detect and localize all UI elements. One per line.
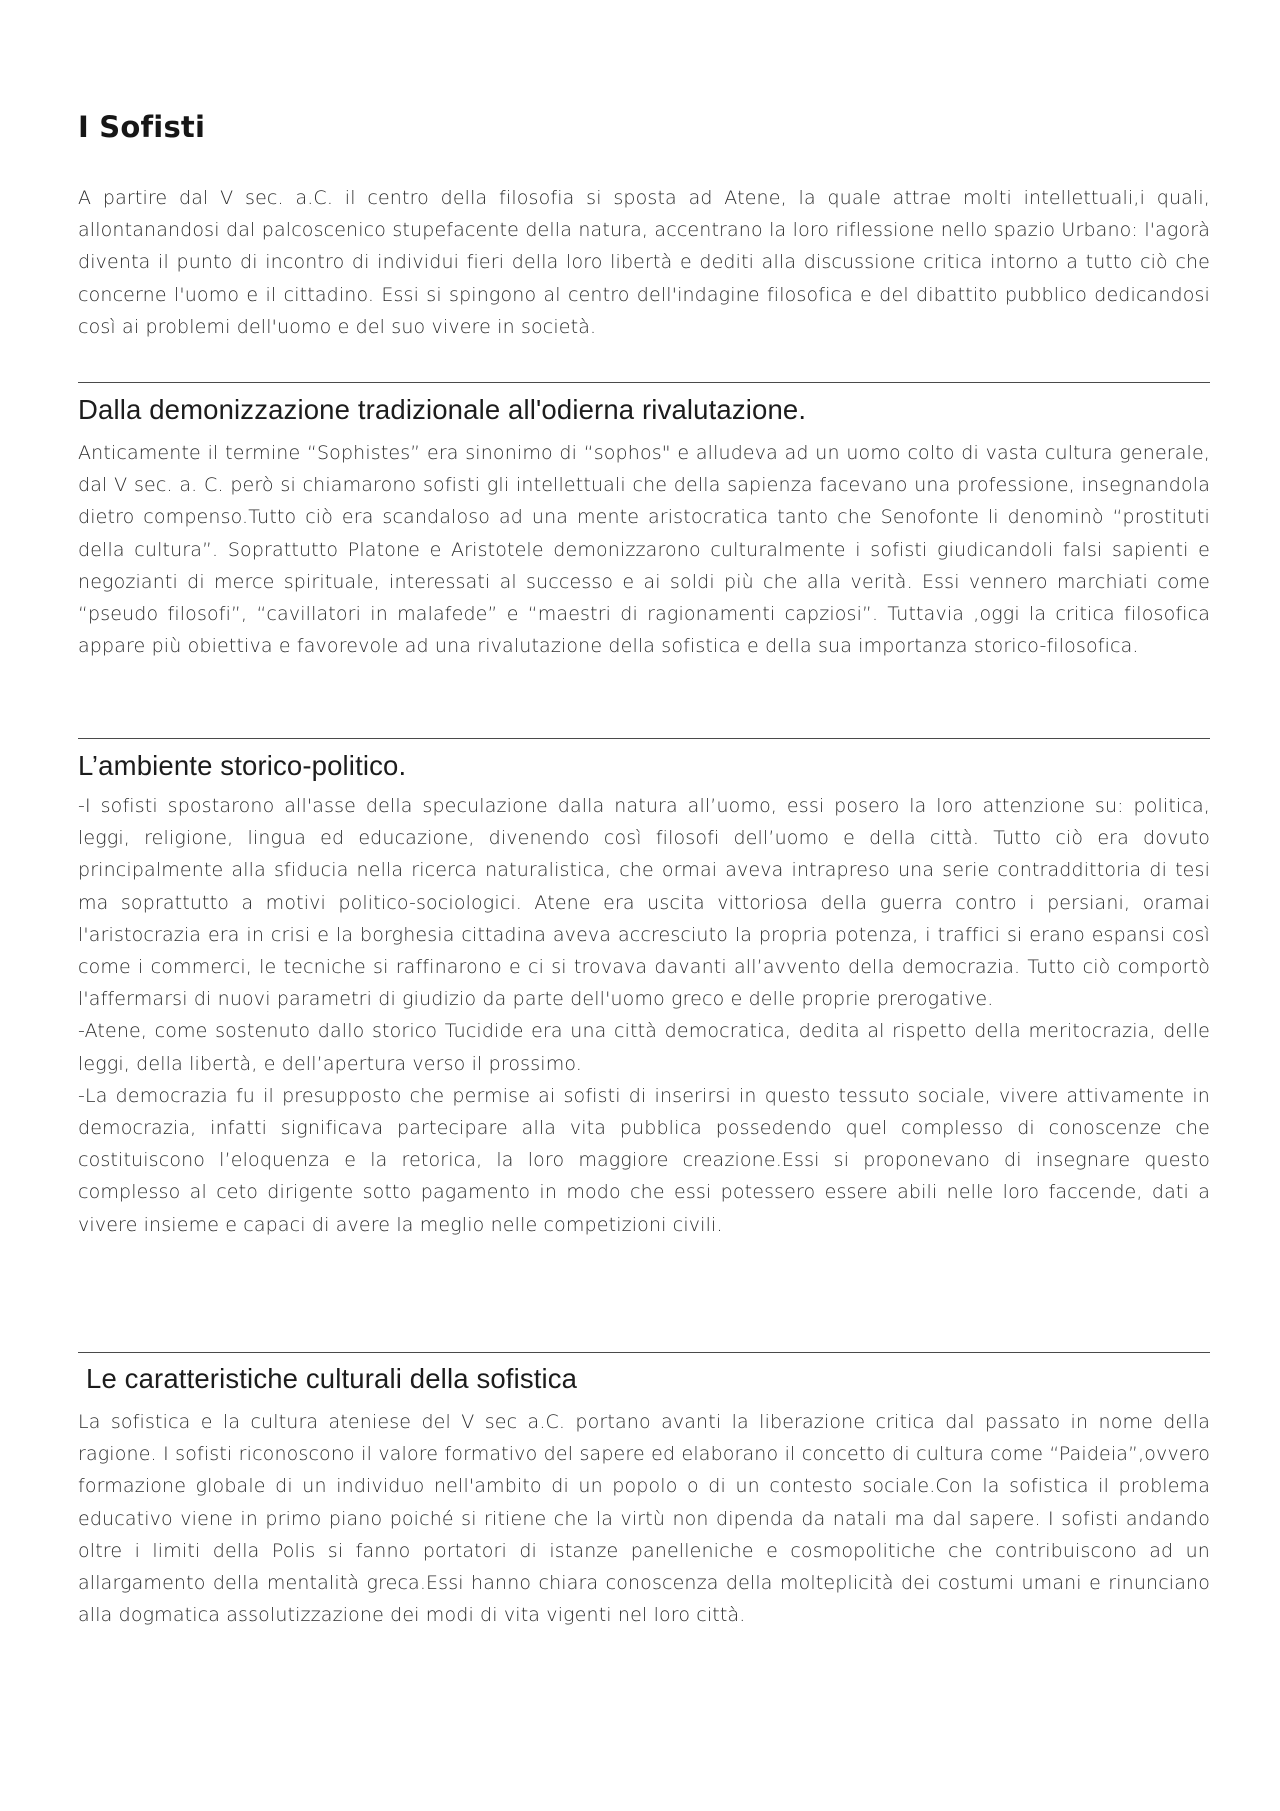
section-body xyxy=(78,790,1210,1241)
intro-paragraph: A partire dal V sec. a.C. il centro della filosofia si sposta ad Atene, la quale attrae molti intellettuali,i quali, allontanandosi dal palcoscenico stupefacente della natura, accentrano la loro riflessione nello spazio Urbano: l'agorà diventa il punto di incontro di individui fieri della loro libertà e dediti alla discussione critica intorno a tutto ciò che concerne l'uomo e il cittadino. Essi si spingono al centro dell'indagine filosofica e del dibattito pubblico dedicandosi così ai problemi dell'uomo e del suo vivere in società. xyxy=(78,187,1210,338)
section-paragraph: Anticamente il termine “Sophistes” era sinonimo di “sophos" e alludeva ad un uomo colto di vasta cultura generale, dal V sec. a. C. però si chiamarono sofisti gli intellettuali che della sapienza facevano una professione, insegnandola dietro compenso.Tutto ciò era scandaloso ad una mente aristocratica tanto che Senofonte li denominò “prostituti della cultura”. Soprattutto Platone e Aristotele demonizzarono culturalmente i sofisti giudicandoli falsi sapienti e negozianti di merce spirituale, interessati al successo e ai soldi più che alla verità. Essi vennero marchiati come “pseudo filosofi”, “cavillatori in malafede” e “maestri di ragionamenti capziosi”. Tuttavia ,oggi la critica filosofica appare più obiettiva e favorevole ad una rivalutazione della sofistica e della sua importanza storico-filosofica. xyxy=(78,442,1210,658)
section-divider xyxy=(78,738,1210,739)
section-heading: L’ambiente storico-politico. xyxy=(78,750,407,781)
page-title: I Sofisti xyxy=(78,110,206,144)
section-divider xyxy=(78,382,1210,383)
section-paragraph: La sofistica e la cultura ateniese del V sec a.C. portano avanti la liberazione critica dal passato in nome della ragione. I sofisti riconoscono il valore formativo del sapere ed elaborano il concetto di cultura come “Paideia”,ovvero formazione globale di un individuo nell'ambito di un popolo o di un contesto sociale.Con la sofistica il problema educativo viene in primo piano poiché si ritiene che la virtù non dipenda da natali ma dal sapere. I sofisti andando oltre i limiti della Polis si fanno portatori di istanze panelleniche e cosmopolitiche che contribuiscono ad un allargamento della mentalità greca.Essi hanno chiara conoscenza della molteplicità dei costumi umani e rinunciano alla dogmatica assolutizzazione dei modi di vita vigenti nel loro città. xyxy=(78,1411,1210,1627)
section-heading: Le caratteristiche culturali della sofistica xyxy=(86,1363,578,1394)
section-divider xyxy=(78,1352,1210,1353)
section-paragraph: -I sofisti spostarono all'asse della speculazione dalla natura all’uomo, essi posero la loro attenzione su: politica, leggi, religione, lingua ed educazione, divenendo così filosofi dell’uomo e della città. Tutto ciò era dovuto principalmente alla sfiducia nella ricerca naturalistica, che ormai aveva intrapreso una serie contraddittoria di tesi ma soprattutto a motivi politico-sociologici. Atene era uscita vittoriosa della guerra contro i persiani, oramai l'aristocrazia era in crisi e la borghesia cittadina aveva accresciuto la propria potenza, i traffici si erano espansi così come i commerci, le tecniche si raffinarono e ci si trovava davanti all’avvento della democrazia. Tutto ciò comportò l'affermarsi di nuovi parametri di giudizio da parte dell'uomo greco e delle proprie prerogative. xyxy=(78,795,1210,1011)
section-paragraph: -Atene, come sostenuto dallo storico Tucidide era una città democratica, dedita al rispetto della meritocrazia, delle leggi, della libertà, e dell’apertura verso il prossimo. xyxy=(78,1020,1210,1075)
section-heading: Dalla demonizzazione tradizionale all'odierna rivalutazione. xyxy=(78,394,807,425)
section-paragraph: -La democrazia fu il presupposto che permise ai sofisti di inserirsi in questo tessuto sociale, vivere attivamente in democrazia, infatti significava partecipare alla vita pubblica possedendo quel complesso di conoscenze che costituiscono l’eloquenza e la retorica, la loro maggiore creazione.Essi si proponevano di insegnare questo complesso al ceto dirigente sotto pagamento in modo che essi potessero essere abili nelle loro faccende, dati a vivere insieme e capaci di avere la meglio nelle competizioni civili. xyxy=(78,1084,1210,1236)
